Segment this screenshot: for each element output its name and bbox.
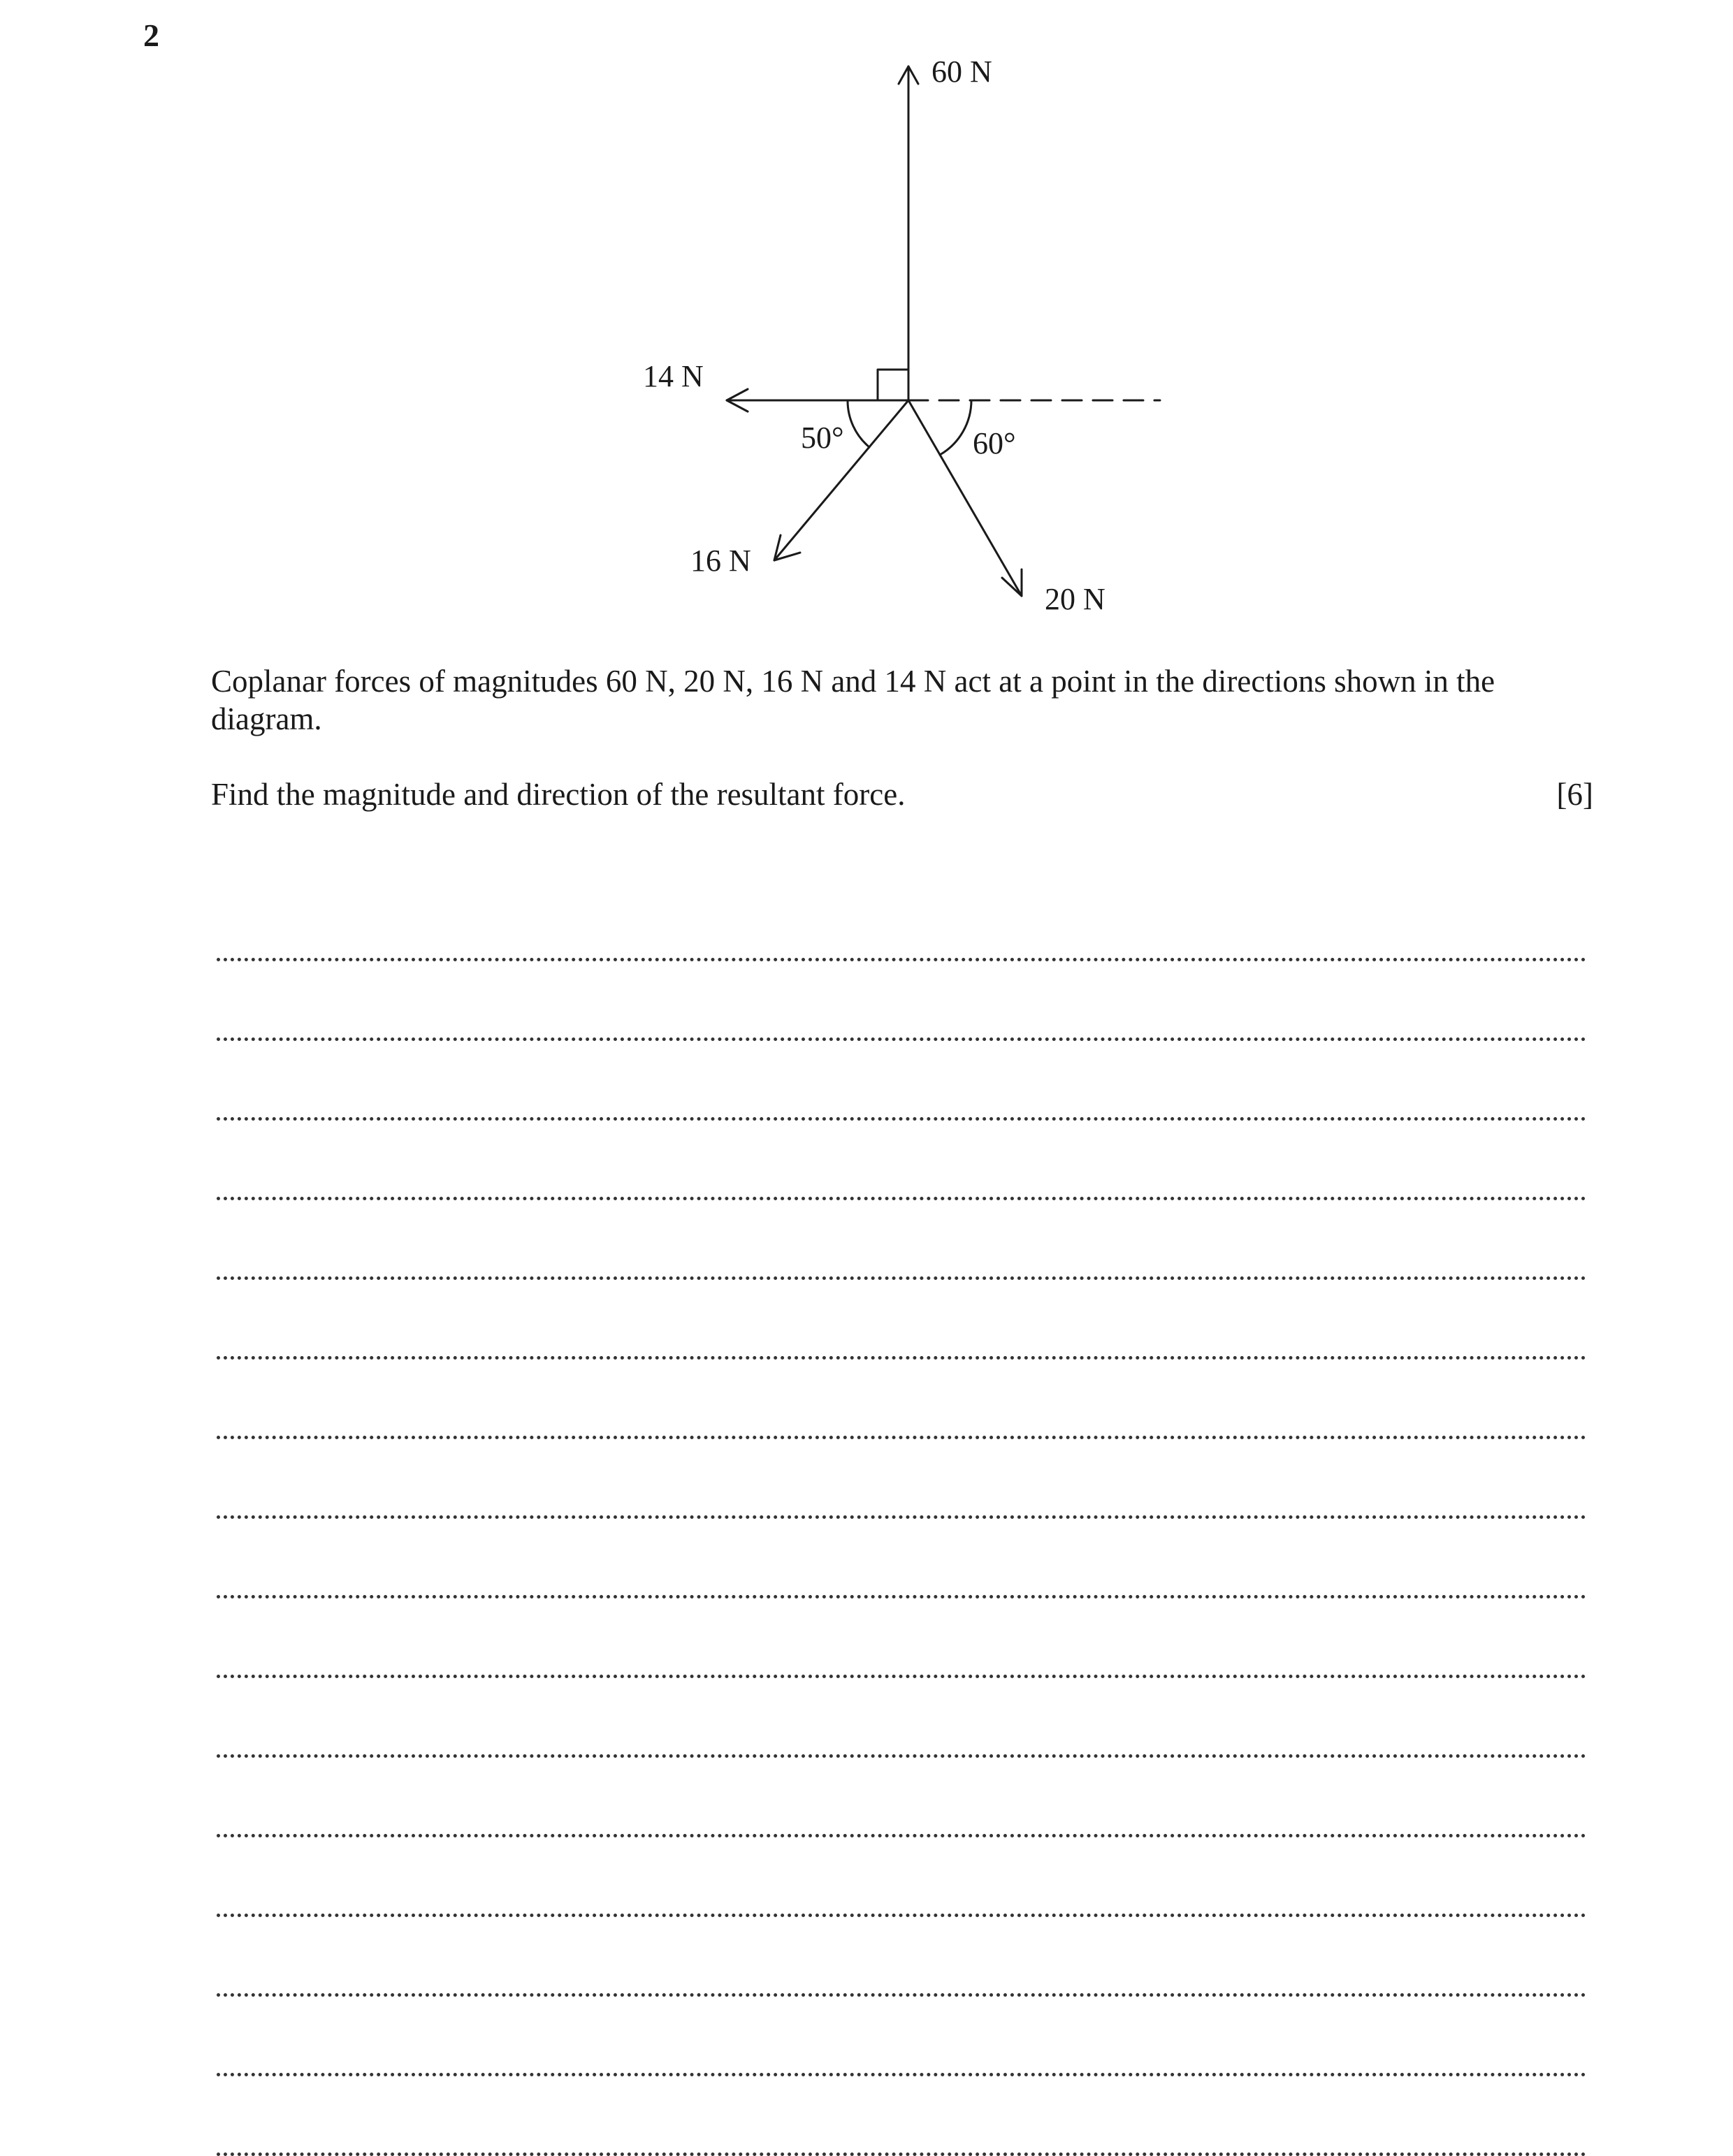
force-arrow-14n <box>727 389 908 411</box>
answer-line[interactable] <box>217 1917 1586 1997</box>
angle-arc-60 <box>940 400 971 455</box>
answer-line[interactable] <box>217 1598 1586 1678</box>
right-angle-marker <box>878 370 908 400</box>
label-60n: 60 N <box>931 54 992 89</box>
marks-label: [6] <box>1556 777 1593 812</box>
question-instruction-row <box>211 775 1593 813</box>
answer-line[interactable] <box>217 1439 1586 1519</box>
answer-line[interactable] <box>217 961 1586 1041</box>
force-arrow-60n <box>899 66 918 400</box>
answer-line[interactable] <box>217 2076 1586 2156</box>
answer-line[interactable] <box>217 1997 1586 2076</box>
answer-line[interactable] <box>217 1678 1586 1758</box>
answer-line[interactable] <box>217 1121 1586 1200</box>
force-diagram <box>0 0 1733 671</box>
answer-area[interactable] <box>217 882 1586 2156</box>
angle-arc-50 <box>848 400 869 447</box>
label-angle-60: 60° <box>973 426 1016 460</box>
answer-line[interactable] <box>217 1519 1586 1598</box>
label-14n: 14 N <box>643 359 704 393</box>
label-angle-50: 50° <box>801 421 844 455</box>
answer-line[interactable] <box>217 1758 1586 1837</box>
question-description: Coplanar forces of magnitudes 60 N, 20 N, 16 N and 14 N act at a point in the directions shown in the diagram. <box>211 664 1495 736</box>
label-16n: 16 N <box>690 544 751 578</box>
question-instruction: Find the magnitude and direction of the resultant force. <box>211 777 906 812</box>
answer-line[interactable] <box>217 882 1586 961</box>
answer-line[interactable] <box>217 1041 1586 1121</box>
label-20n: 20 N <box>1045 582 1105 616</box>
answer-line[interactable] <box>217 1360 1586 1439</box>
answer-line[interactable] <box>217 1837 1586 1917</box>
question-number: 2 <box>143 17 159 53</box>
answer-line[interactable] <box>217 1200 1586 1280</box>
answer-line[interactable] <box>217 1280 1586 1360</box>
